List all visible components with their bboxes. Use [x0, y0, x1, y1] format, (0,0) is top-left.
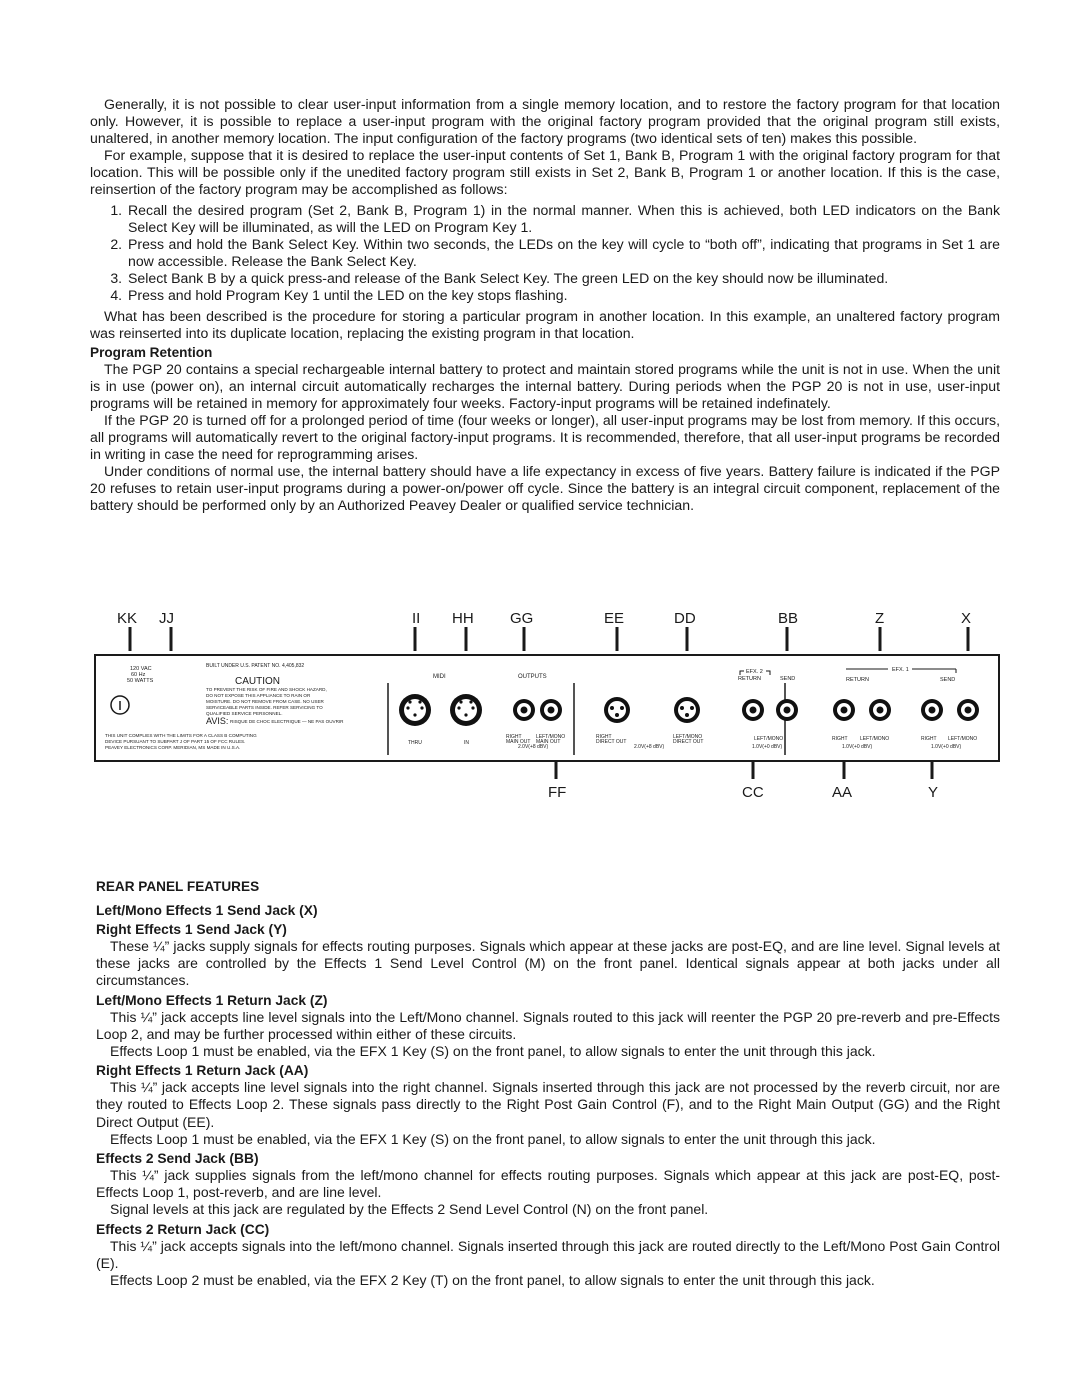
right-effects-1-return-jack[interactable]	[833, 699, 855, 721]
svg-text:RETURN: RETURN	[738, 676, 761, 682]
svg-text:RIGHT: RIGHT	[506, 734, 522, 740]
label-HH: HH	[452, 610, 474, 627]
x-y-paragraph: These ¼” jacks supply signals for effects routing purposes. Signals which appear at these jacks are post-EQ, and are line level. Signal levels at these jacks are controlled by the Effects 1 Send Level Control (M) on the front panel. Identical signals appear at both jacks under all circumstances.	[96, 938, 1000, 989]
cc-paragraph-2: Effects Loop 2 must be enabled, via the EFX 2 Key (T) on the front panel, to allow signals to enter the unit through this jack.	[110, 1272, 875, 1289]
svg-text:50 WATTS: 50 WATTS	[127, 678, 154, 684]
right-direct-out-jack[interactable]	[604, 697, 630, 723]
svg-text:MAIN OUT: MAIN OUT	[506, 739, 531, 745]
svg-text:THRU: THRU	[408, 740, 422, 746]
svg-text:MAIN OUT: MAIN OUT	[536, 739, 561, 745]
svg-text:QUALIFIED SERVICE PERSONNEL.: QUALIFIED SERVICE PERSONNEL.	[206, 711, 283, 716]
svg-text:DO NOT EXPOSE THIS APPLIANCE T: DO NOT EXPOSE THIS APPLIANCE TO RAIN OR	[206, 693, 311, 698]
bb-paragraph-1: This ¼” jack supplies signals from the left/mono channel for effects routing purposes. Signals which appear at this jack are post-EQ, post-Effects Loop 1, post-reverb, and are line level.	[96, 1167, 1000, 1201]
intro-paragraph-2: For example, suppose that it is desired to replace the user-input contents of Set 1, Bank B, Program 1 with the original factory program for that location. This will be possible only if the unedited factory program still exists in Set 2, Bank B, Program 1 or another location. If this is the case, reinsertion of the factory program may be accomplished as follows:	[90, 147, 1000, 197]
label-II: II	[412, 610, 421, 627]
svg-text:2.0V(+8 dBV): 2.0V(+8 dBV)	[634, 744, 665, 750]
svg-text:DEVICE PURSUANT TO SUBPART J O: DEVICE PURSUANT TO SUBPART J OF PART 15 OF FCC RULES.	[105, 739, 246, 744]
svg-text:TO PREVENT THE RISK OF FIRE AN: TO PREVENT THE RISK OF FIRE AND SHOCK HAZARD,	[206, 687, 327, 692]
intro-paragraph-3: What has been described is the procedure for storing a particular program in another location. In this example, an unaltered factory program was reinserted into its duplicate location, replacing the existing program in that location.	[90, 308, 1000, 341]
label-FF: FF	[548, 784, 567, 801]
step-3: 3. Select Bank B by a quick press-and release of the Bank Select Key. The green LED on the key should now be illuminated.	[126, 270, 1000, 287]
caution-title: CAUTION	[235, 676, 280, 687]
z-paragraph-1: This ¼” jack accepts line level signals into the Left/Mono channel. Signals routed to this jack will reenter the PGP 20 pre-reverb and pre-Effects Loop 2, and may be further processed within either of these circuits.	[96, 1008, 1000, 1042]
label-Z: Z	[875, 610, 885, 627]
program-retention-heading: Program Retention	[90, 345, 213, 360]
left-mono-effects-1-send-jack[interactable]	[957, 699, 979, 721]
retention-paragraph-2: If the PGP 20 is turned off for a prolonged period of time (four weeks or longer), all user-input programs may be lost from memory. If this occurs, all programs will automatically revert to the original factory-input programs. It is recommended, therefore, that all user-input programs be recorded in writing in case the need for reprogramming arises.	[90, 412, 1000, 462]
aa-paragraph-1: This ¼” jack accepts line level signals into the right channel. Signals inserted through this jack are not processed by the reverb circuit, nor are they routed to Effects Loop 2. These signals pass directly to the Right Post Gain Control (F), and to the Right Main Output (GG) and the Right Direct Output (EE).	[96, 1079, 1000, 1130]
label-CC: CC	[742, 784, 764, 801]
svg-text:IN: IN	[464, 740, 469, 746]
svg-text:MIDI: MIDI	[433, 674, 446, 680]
svg-text:LEFT/MONO: LEFT/MONO	[673, 734, 703, 740]
svg-text:AVIS:: AVIS:	[206, 716, 229, 726]
svg-text:RIGHT: RIGHT	[832, 736, 848, 742]
procedure-steps	[90, 202, 1000, 304]
bb-paragraph-2: Signal levels at this jack are regulated by the Effects 2 Send Level Control (N) on the front panel.	[110, 1201, 709, 1218]
svg-text:LEFT/MONO: LEFT/MONO	[754, 736, 784, 742]
x-heading: Left/Mono Effects 1 Send Jack (X)	[96, 903, 318, 918]
label-BB: BB	[778, 610, 799, 627]
retention-paragraph-3: Under conditions of normal use, the internal battery should have a life expectancy in excess of five years. Battery failure is indicated if the PGP 20 refuses to retain user-input programs during a power-on/power off cycle. Since the battery is an integral circuit component, replacement of the battery should be performed only by an Authorized Peavey Dealer or qualified service technician.	[90, 463, 1000, 513]
svg-text:1.0V(+0 dBV): 1.0V(+0 dBV)	[842, 744, 873, 750]
svg-text:1.0V(+0 dBV): 1.0V(+0 dBV)	[931, 744, 962, 750]
z-paragraph-2: Effects Loop 1 must be enabled, via the EFX 1 Key (S) on the front panel, to allow signals to enter the unit through this jack.	[110, 1043, 876, 1060]
label-AA: AA	[832, 784, 853, 801]
right-effects-1-send-jack[interactable]	[921, 699, 943, 721]
midi-thru-jack[interactable]	[399, 694, 431, 726]
label-X: X	[961, 610, 972, 627]
svg-text:RETURN: RETURN	[846, 677, 869, 683]
svg-text:SERVICEABLE PARTS INSIDE. REFE: SERVICEABLE PARTS INSIDE. REFER SERVICING TO	[206, 705, 323, 710]
cc-paragraph-1: This ¼” jack accepts signals into the left/mono channel. Signals inserted through this jack are routed directly to the Left/Mono Post Gain Control (E).	[96, 1237, 1000, 1271]
label-EE: EE	[604, 610, 625, 627]
label-DD: DD	[674, 610, 696, 627]
effects-2-return-jack[interactable]	[742, 699, 764, 721]
svg-text:OUTPUTS: OUTPUTS	[518, 674, 547, 680]
bb-heading: Effects 2 Send Jack (BB)	[96, 1151, 259, 1167]
right-main-out-jack[interactable]	[513, 699, 535, 721]
left-mono-main-out-jack[interactable]	[540, 699, 562, 721]
upper-text	[90, 96, 1000, 514]
svg-text:1.0V(+0 dBV): 1.0V(+0 dBV)	[752, 744, 783, 750]
svg-text:RIGHT: RIGHT	[596, 734, 612, 740]
svg-text:LEFT/MONO: LEFT/MONO	[948, 736, 978, 742]
step-4: 4. Press and hold Program Key 1 until the LED on the key stops flashing.	[126, 287, 1000, 304]
svg-text:LEFT/MONO: LEFT/MONO	[860, 736, 890, 742]
svg-text:RISQUE DE CHOC ELECTRIQUE — NE: RISQUE DE CHOC ELECTRIQUE — NE PAS OUVRIR	[230, 719, 344, 724]
rear-panel-title: REAR PANEL FEATURES	[96, 879, 260, 894]
svg-text:PEAVEY ELECTRONICS CORP. MER: PEAVEY ELECTRONICS CORP. MERIDIAN, MS MADE IN U.S.A.	[105, 745, 241, 750]
aa-heading: Right Effects 1 Return Jack (AA)	[96, 1063, 309, 1079]
effects-2-send-jack[interactable]	[776, 699, 798, 721]
svg-text:120 VAC: 120 VAC	[130, 666, 152, 672]
z-heading: Left/Mono Effects 1 Return Jack (Z)	[96, 992, 328, 1008]
svg-text:THIS UNIT COMPLIES WITH THE LI: THIS UNIT COMPLIES WITH THE LIMITS FOR A CLASS B COMPUTING	[105, 733, 257, 738]
step-1: 1. Recall the desired program (Set 2, Bank B, Program 1) in the normal manner. When this is achieved, both LED indicators on the Bank Select Key will be illuminated, as will the LED on Program Key 1.	[126, 202, 1000, 236]
label-Y: Y	[928, 784, 939, 801]
left-mono-direct-out-jack[interactable]	[674, 697, 700, 723]
intro-paragraph-1: Generally, it is not possible to clear user-input information from a single memory location, and to restore the factory program for that location only. However, it is possible to replace a user-input program with the original factory program provided that the original program still exists, unaltered, in another memory location. The input configuration of the factory programs (two identical sets of ten) makes this possible.	[90, 96, 1000, 146]
svg-text:DIRECT OUT: DIRECT OUT	[673, 739, 704, 745]
svg-text:BUILT UNDER U.S. PATENT NO. 4,: BUILT UNDER U.S. PATENT NO. 4,405,832	[206, 663, 305, 669]
step-2: 2. Press and hold the Bank Select Key. Within two seconds, the LEDs on the key will cycle to “both off”, indicating that programs in Set 1 are now accessible. Release the Bank Select Key.	[126, 236, 1000, 270]
svg-text:2.0V(+8 dBV): 2.0V(+8 dBV)	[518, 744, 549, 750]
svg-text:DIRECT OUT: DIRECT OUT	[596, 739, 627, 745]
svg-text:60 Hz: 60 Hz	[131, 672, 146, 678]
midi-in-jack[interactable]	[450, 694, 482, 726]
svg-text:RIGHT: RIGHT	[921, 736, 937, 742]
rear-panel-diagram	[90, 607, 1000, 807]
svg-text:LEFT/MONO: LEFT/MONO	[536, 734, 566, 740]
retention-paragraph-1: The PGP 20 contains a special rechargeable internal battery to protect and maintain stored programs while the unit is not in use. When the unit is in use (power on), an internal circuit automatically recharges the internal battery. During periods when the PGP 20 is not in use, user-input programs will be retained in memory for approximately four weeks. Factory-input programs will be retained indefinately.	[90, 361, 1000, 411]
y-heading: Right Effects 1 Send Jack (Y)	[96, 922, 287, 937]
svg-text:EFX. 2: EFX. 2	[746, 669, 763, 675]
aa-paragraph-2: Effects Loop 1 must be enabled, via the EFX 1 Key (S) on the front panel, to allow signals to enter the unit through this jack.	[110, 1130, 876, 1147]
left-mono-effects-1-return-jack[interactable]	[869, 699, 891, 721]
label-KK: KK	[117, 610, 138, 627]
rear-panel-features	[96, 876, 1000, 1289]
svg-text:EFX. 1: EFX. 1	[892, 667, 909, 673]
label-GG: GG	[510, 610, 534, 627]
svg-text:MOISTURE. DO NOT REMOVE FROM C: MOISTURE. DO NOT REMOVE FROM CASE. NO USER	[206, 699, 324, 704]
svg-text:SEND: SEND	[780, 676, 796, 682]
label-JJ: JJ	[159, 610, 174, 627]
svg-text:SEND: SEND	[940, 677, 956, 683]
cc-heading: Effects 2 Return Jack (CC)	[96, 1221, 270, 1237]
